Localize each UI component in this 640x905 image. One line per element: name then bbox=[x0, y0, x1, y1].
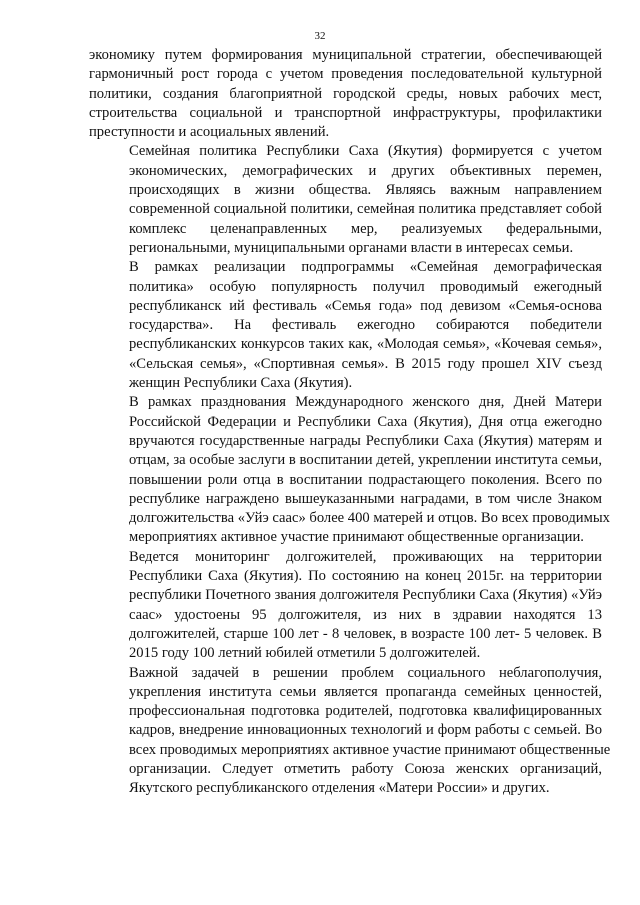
text-line: Семейная политика Республики Саха (Якутия) формируется с учетом bbox=[129, 143, 602, 160]
text-line: женщин Республики Саха (Якутия). bbox=[129, 375, 353, 392]
text-line: 2015 году 100 летний юбилей отметили 5 долгожителей. bbox=[129, 645, 481, 662]
text-line: повышении роли отца в воспитании подрастающего поколения. Всего по bbox=[129, 471, 602, 488]
text-line: экономику путем формирования муниципальной стратегии, обеспечивающей bbox=[89, 47, 602, 63]
paragraph-state-awards bbox=[89, 393, 610, 547]
text-line: мероприятиях активное участие принимают общественные организации. bbox=[129, 529, 584, 546]
text-line: долгожительства «Уйэ саас» более 400 матерей и отцов. Во всех проводимых bbox=[129, 510, 610, 527]
text-line: Ведется мониторинг долгожителей, проживающих на территории bbox=[129, 548, 602, 565]
text-line: политики, создания благоприятной городской среды, новых рабочих мест, bbox=[89, 85, 602, 102]
text-line: укрепления института семьи является пропаганда семейных ценностей, bbox=[129, 683, 602, 700]
text-line: строительства социальной и транспортной инфраструктуры, профилактики bbox=[89, 104, 602, 121]
text-line: региональными, муниципальными органами власти в интересах семьи. bbox=[129, 239, 574, 256]
paragraph-family-festival bbox=[89, 258, 602, 393]
text-line: комплекс целенаправленных мер, реализуемых федеральными, bbox=[129, 220, 602, 237]
paragraph-longevity-monitoring bbox=[89, 548, 602, 664]
text-line: долгожителей, старше 100 лет - 8 человек, в возрасте 100 лет- 5 человек. В bbox=[129, 625, 602, 642]
text-line: организации. Следует отметить работу Союза женских организаций, bbox=[129, 760, 602, 777]
text-line: современной социальной политики, семейная политика представляет собой bbox=[129, 201, 602, 218]
document-body bbox=[89, 46, 611, 799]
paragraph-urban-policy bbox=[89, 46, 602, 142]
text-line: вручаются государственные награды Республики Саха (Якутия) матерям и bbox=[129, 432, 602, 449]
paragraph-family-values bbox=[89, 664, 611, 799]
text-line: профессиональная подготовка родителей, подготовка квалифицированных bbox=[129, 703, 602, 720]
text-line: Республики Саха (Якутия). По состоянию на конец 2015г. на территории bbox=[129, 568, 602, 585]
text-line: происходящих в жизни общества. Являясь важным направлением bbox=[129, 182, 602, 199]
text-line: «Сельская семья», «Спортивная семья». В 2015 году прошел XIV съезд bbox=[129, 355, 602, 372]
text-line: гармоничный рост города с учетом проведения последовательной культурной bbox=[89, 66, 602, 83]
text-line: республики Почетного звания долгожителя Республики Саха (Якутия) «Уйэ bbox=[129, 587, 602, 604]
text-line: Важной задачей в решении проблем социального неблагополучия, bbox=[129, 664, 602, 681]
text-line: кадров, внедрение инновационных технологий и форм работы с семьей. Во bbox=[129, 722, 602, 739]
text-line: Якутского республиканского отделения «Матери России» и других. bbox=[129, 780, 550, 797]
page-number: 32 bbox=[314, 30, 326, 42]
text-line: преступности и асоциальных явлений. bbox=[89, 124, 330, 141]
text-line: республиканск ий фестиваль «Семья года» под девизом «Семья-основа bbox=[129, 297, 602, 314]
text-line: Российской Федерации и Республики Саха (Якутия), Дня отца ежегодно bbox=[129, 413, 602, 430]
text-line: политика» особую популярность получил проводимый ежегодный bbox=[129, 278, 602, 295]
text-line: республике награждено вышеуказанными наградами, в том числе Знаком bbox=[129, 490, 602, 507]
text-line: государства». На фестиваль ежегодно собираются победители bbox=[129, 317, 602, 334]
text-line: экономических, демографических и других объективных перемен, bbox=[129, 162, 602, 179]
text-line: всех проводимых мероприятиях активное участие принимают общественные bbox=[129, 741, 611, 758]
paragraph-family-policy bbox=[89, 142, 602, 258]
text-line: отцам, за особые заслуги в воспитании детей, укреплении института семьи, bbox=[129, 452, 602, 469]
text-line: саас» удостоены 95 долгожителя, из них в здравии находятся 13 bbox=[129, 606, 602, 623]
text-line: республиканских конкурсов таких как, «Молодая семья», «Кочевая семья», bbox=[129, 336, 602, 353]
text-line: В рамках реализации подпрограммы «Семейная демографическая bbox=[129, 259, 602, 276]
text-line: В рамках празднования Международного женского дня, Дней Матери bbox=[129, 394, 602, 411]
